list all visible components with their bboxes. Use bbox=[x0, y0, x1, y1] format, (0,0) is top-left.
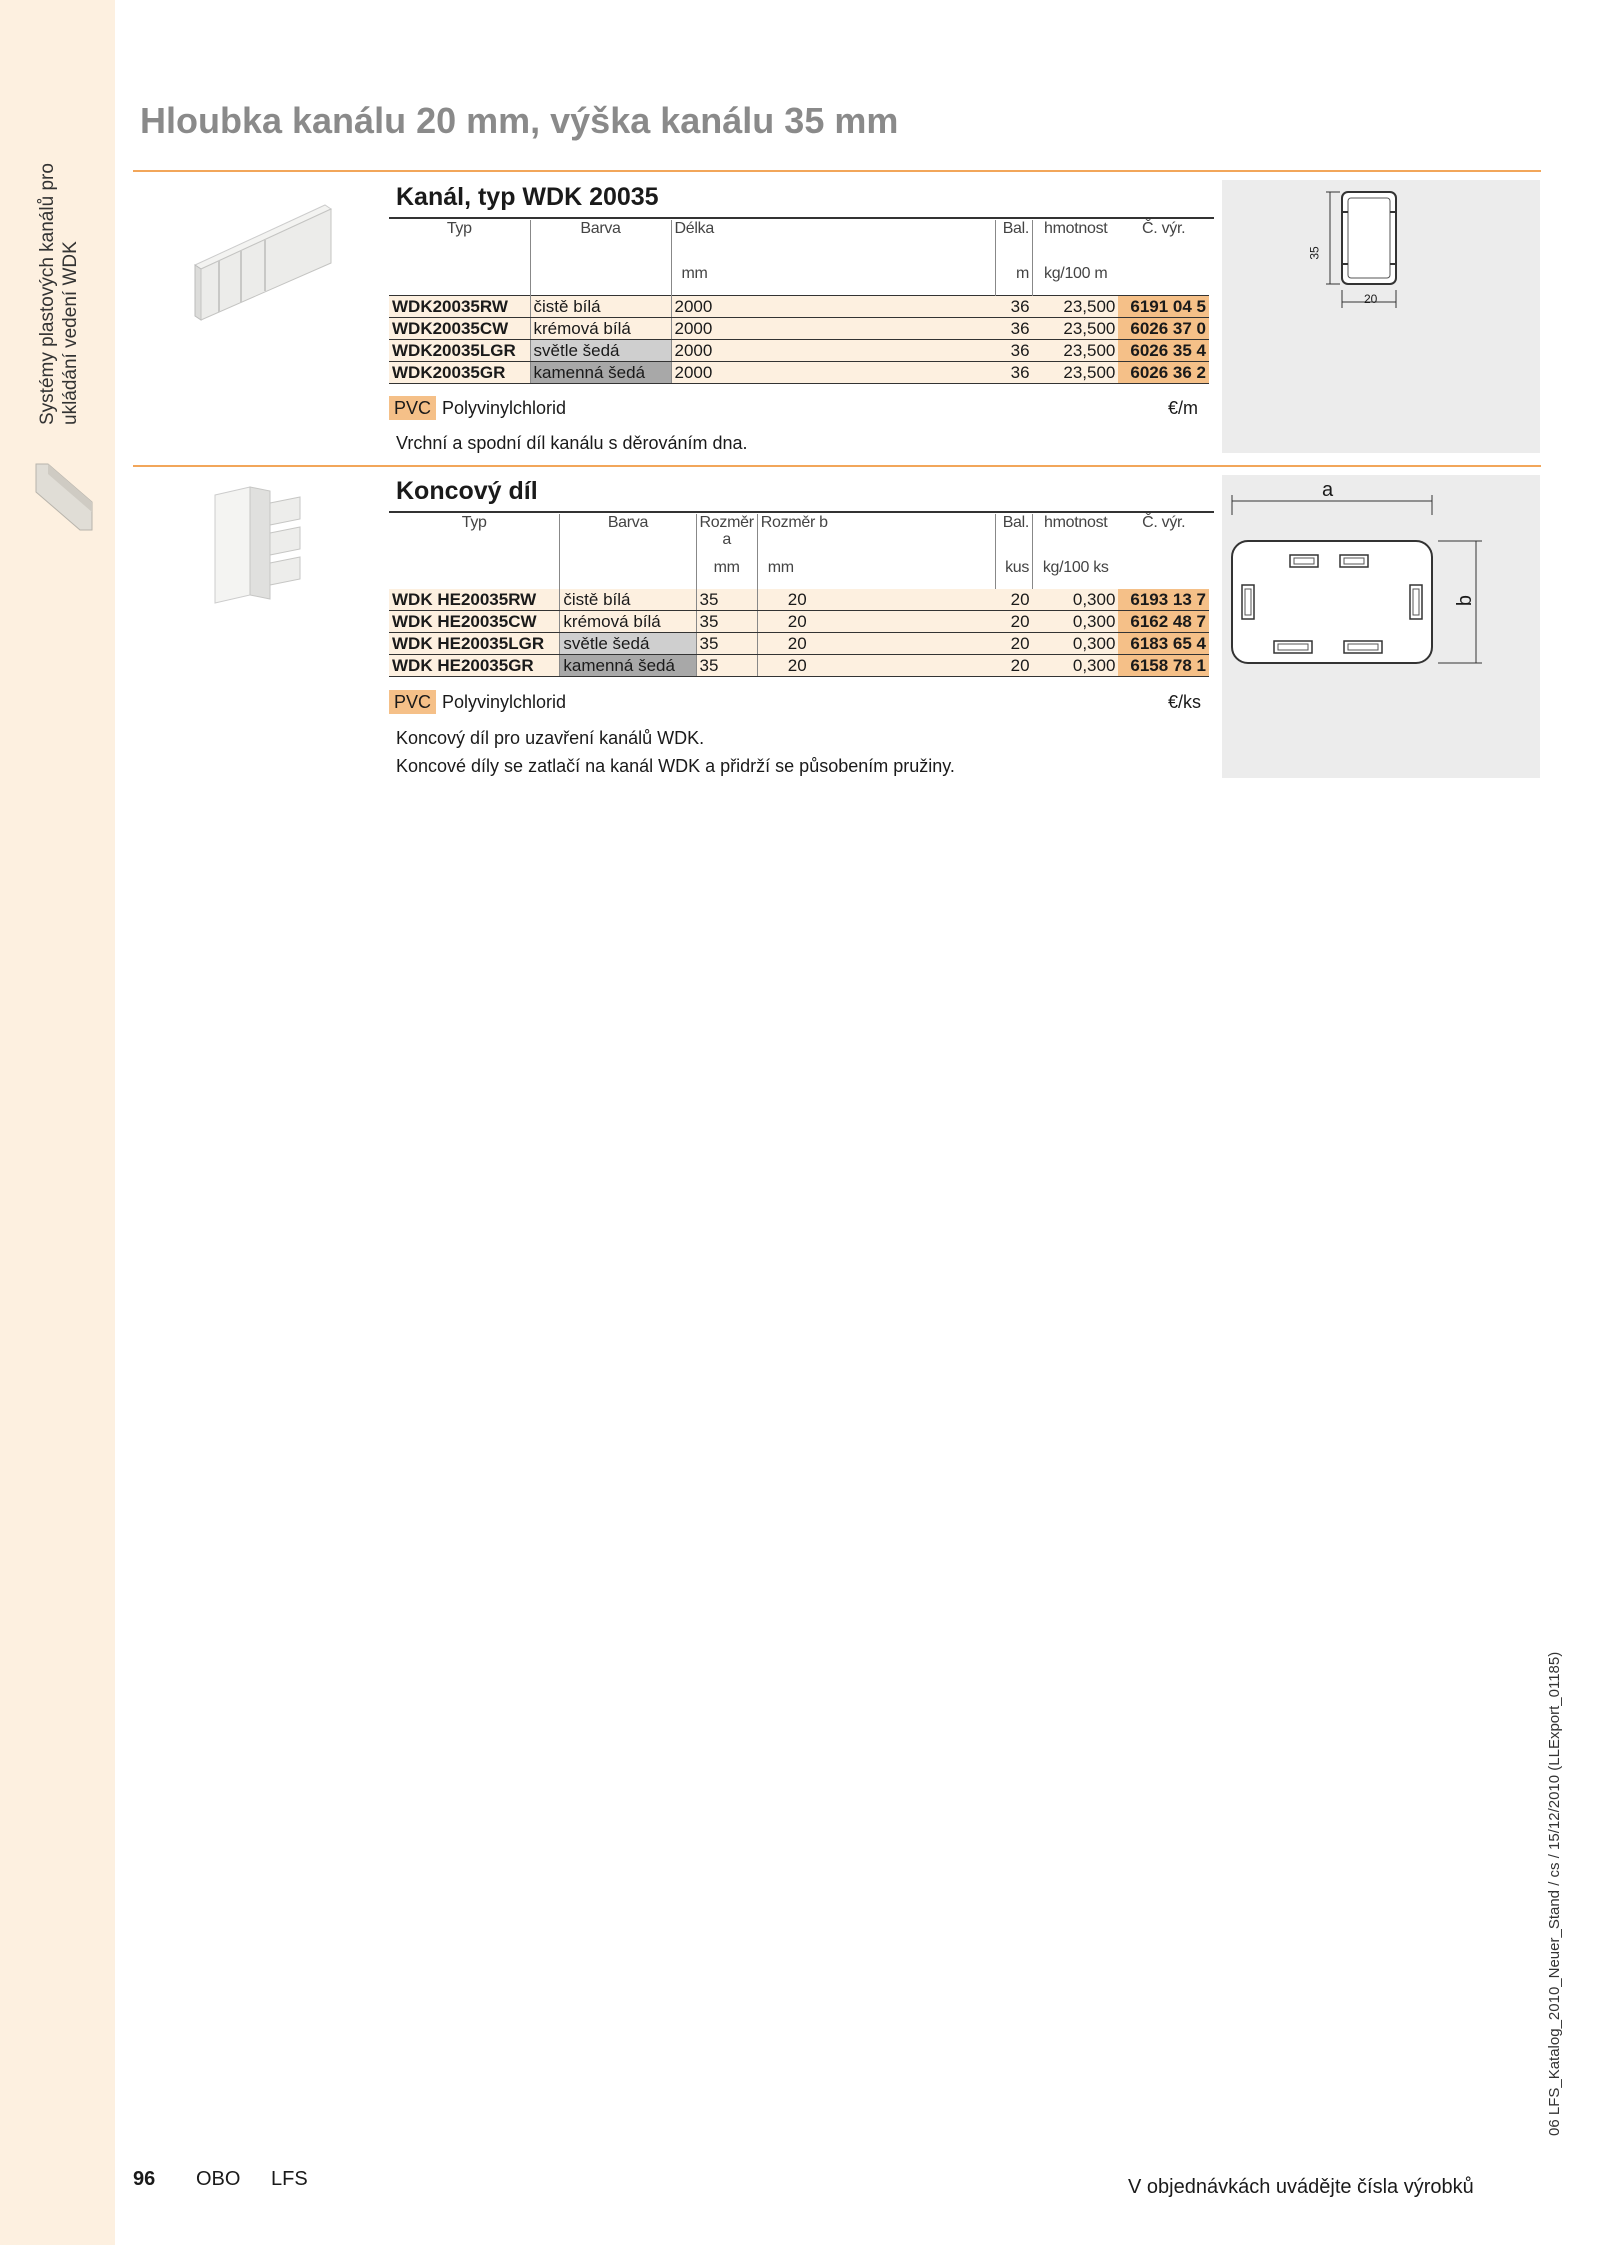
unit-bal: m bbox=[996, 265, 1033, 296]
unit-hmotnost: kg/100 m bbox=[1033, 265, 1119, 296]
division-name: LFS bbox=[271, 2168, 308, 2190]
unit-bal: kus bbox=[996, 559, 1033, 589]
col-header-hmotnost: hmotnost bbox=[1033, 220, 1119, 265]
sidebar-text: Systémy plastových kanálů pro ukládání vedení WDK bbox=[37, 163, 81, 425]
material-name: Polyvinylchlorid bbox=[442, 398, 567, 418]
table-row: WDK HE20035CW krémová bílá 35 20 20 0,300 6162 48 7 bbox=[389, 611, 1209, 633]
sidebar bbox=[0, 0, 115, 2245]
table-units-row bbox=[389, 265, 1209, 296]
material-line bbox=[389, 398, 566, 419]
end-piece-spec-table bbox=[389, 514, 1209, 677]
col-header-barva: Barva bbox=[560, 514, 696, 559]
table-row: WDK20035GR kamenná šedá 2000 36 23,500 6026 36 2 bbox=[389, 362, 1209, 384]
col-header-cvyr: Č. výr. bbox=[1142, 220, 1186, 237]
col-header-delka: Délka bbox=[671, 220, 996, 265]
col-header-typ: Typ bbox=[446, 220, 472, 237]
dim-a-label: a bbox=[1322, 479, 1334, 501]
unit-rozmer-b: mm bbox=[757, 559, 995, 589]
section-note: Koncový díl pro uzavření kanálů WDK. bbox=[396, 728, 705, 748]
table-row: WDK20035LGR světle šedá 2000 36 23,500 6026 35 4 bbox=[389, 340, 1209, 362]
table-header-row bbox=[389, 514, 1209, 559]
table-row: WDK HE20035GR kamenná šedá 35 20 20 0,300 6158 78 1 bbox=[389, 655, 1209, 677]
price-unit: €/m bbox=[1168, 398, 1199, 418]
table-row: WDK HE20035LGR světle šedá 35 20 20 0,300 6183 65 4 bbox=[389, 633, 1209, 655]
unit-rozmer-a: mm bbox=[696, 559, 757, 589]
channel-spec-table bbox=[389, 220, 1209, 384]
price-unit: €/ks bbox=[1168, 692, 1202, 712]
material-badge: PVC bbox=[389, 396, 436, 420]
table-units-row bbox=[389, 559, 1209, 589]
col-header-cvyr: Č. výr. bbox=[1142, 514, 1186, 531]
material-name: Polyvinylchlorid bbox=[442, 692, 567, 712]
col-header-hmotnost: hmotnost bbox=[1033, 514, 1119, 559]
col-header-barva: Barva bbox=[530, 220, 671, 265]
channel-icon bbox=[34, 462, 94, 532]
end-piece-product-image bbox=[210, 485, 310, 605]
brand-name: OBO bbox=[196, 2168, 241, 2190]
col-header-typ: Typ bbox=[461, 514, 487, 531]
table-row: WDK20035CW krémová bílá 2000 36 23,500 6026 37 0 bbox=[389, 318, 1209, 340]
material-badge: PVC bbox=[389, 690, 436, 714]
table-top-rule bbox=[389, 511, 1214, 513]
dim-height-label: 35 bbox=[1307, 246, 1322, 260]
page-number: 96 bbox=[133, 2168, 156, 2190]
catalog-code: 06 LFS_Katalog_2010_Neuer_Stand / cs / 15/12/2010 (LLExport_01185) bbox=[1546, 1651, 1563, 2136]
section-note: Koncové díly se zatlačí na kanál WDK a přidrží se působením pružiny. bbox=[396, 756, 955, 776]
dim-width-label: 20 bbox=[1364, 292, 1378, 306]
table-top-rule bbox=[389, 217, 1214, 219]
col-header-bal: Bal. bbox=[996, 514, 1033, 559]
table-row: WDK HE20035RW čistě bílá 35 20 20 0,300 6193 13 7 bbox=[389, 589, 1209, 611]
page-title: Hloubka kanálu 20 mm, výška kanálu 35 mm bbox=[140, 100, 899, 141]
dim-b-label: b bbox=[1454, 594, 1477, 607]
section-title-channel: Kanál, typ WDK 20035 bbox=[396, 183, 659, 211]
section-divider bbox=[133, 170, 1541, 172]
col-header-rozmer-b: Rozměr b bbox=[757, 514, 995, 559]
material-line bbox=[389, 692, 566, 713]
table-row: WDK20035RW čistě bílá 2000 36 23,500 6191 04 5 bbox=[389, 296, 1209, 318]
table-header-row bbox=[389, 220, 1209, 265]
section-divider bbox=[133, 465, 1541, 467]
section-title-end-piece: Koncový díl bbox=[396, 477, 538, 505]
col-header-bal: Bal. bbox=[996, 220, 1033, 265]
order-note: V objednávkách uvádějte čísla výrobků bbox=[1128, 2176, 1474, 2198]
col-header-rozmer-a: Rozměr a bbox=[696, 514, 757, 559]
section-note: Vrchní a spodní díl kanálu s děrováním dna. bbox=[396, 433, 748, 453]
end-piece-drawing bbox=[1222, 475, 1540, 778]
channel-cross-section-drawing bbox=[1222, 180, 1540, 453]
unit-hmotnost: kg/100 ks bbox=[1033, 559, 1119, 589]
unit-delka: mm bbox=[671, 265, 996, 296]
channel-product-image bbox=[185, 195, 335, 325]
